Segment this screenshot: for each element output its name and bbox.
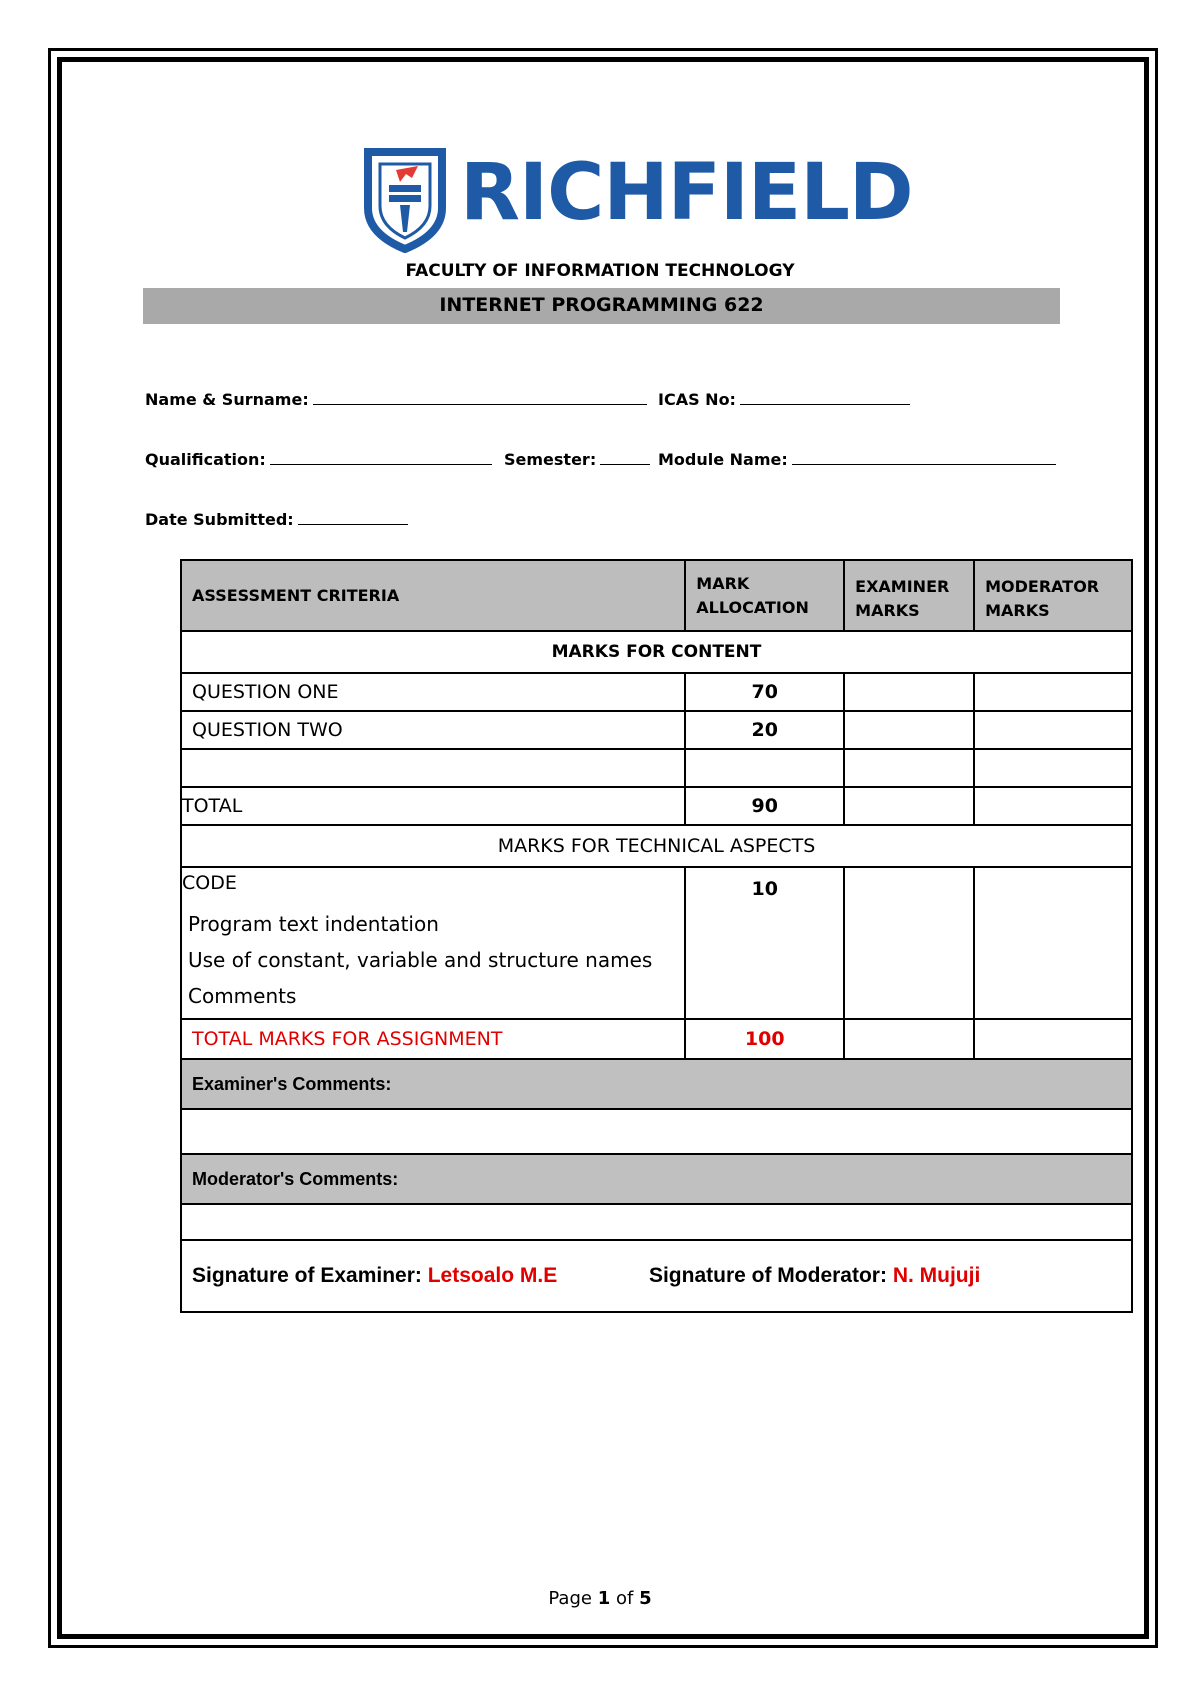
question-one-mark: 70 (685, 673, 844, 711)
shield-torch-icon (360, 148, 450, 253)
examiner-signature-name: Letsoalo M.E (427, 1264, 558, 1287)
empty-row (181, 749, 1132, 787)
examiner-signature-label: Signature of Examiner: (192, 1264, 422, 1287)
date-submitted-line[interactable] (298, 508, 408, 525)
examiner-comments-header-row (181, 1059, 1132, 1109)
module-name-field[interactable] (658, 448, 1056, 469)
total-pages: 5 (639, 1588, 652, 1609)
icas-line[interactable] (740, 388, 910, 405)
empty-cell (685, 749, 844, 787)
table-row (181, 711, 1132, 749)
assessment-table (180, 559, 1133, 1313)
question-two-label: QUESTION TWO (181, 711, 685, 749)
of-label: of (615, 1588, 634, 1609)
table-header-row (181, 560, 1132, 631)
code-mark: 10 (685, 867, 844, 1019)
page-label: Page (548, 1588, 592, 1609)
content-section-row (181, 631, 1132, 673)
grand-total-examiner-cell[interactable] (844, 1019, 974, 1059)
qualification-label: Qualification: (145, 450, 266, 469)
signature-row (181, 1240, 1132, 1312)
examiner-comments-input[interactable] (181, 1109, 1132, 1154)
qualification-field[interactable] (145, 448, 492, 469)
total-moderator-cell[interactable] (974, 787, 1132, 825)
date-submitted-field[interactable] (145, 508, 408, 529)
module-name-line[interactable] (792, 448, 1056, 465)
header-moderator-marks: MODERATOR MARKS (974, 560, 1132, 631)
code-label: CODE (182, 872, 237, 894)
total-label: TOTAL (181, 787, 685, 825)
technical-section-title: MARKS FOR TECHNICAL ASPECTS (181, 825, 1132, 867)
semester-field[interactable] (504, 448, 650, 469)
current-page: 1 (597, 1588, 611, 1609)
qualification-line[interactable] (270, 448, 492, 465)
richfield-logo (360, 148, 913, 253)
empty-cell[interactable] (974, 749, 1132, 787)
grand-total-mark: 100 (685, 1019, 844, 1059)
code-item: Comments (188, 984, 297, 1008)
header-mark-allocation: MARK ALLOCATION (685, 560, 844, 631)
brand-name: RICHFIELD (460, 148, 913, 238)
question-two-moderator-cell[interactable] (974, 711, 1132, 749)
moderator-signature-name: N. Mujuji (892, 1264, 981, 1287)
code-item: Use of constant, variable and structure names (188, 948, 653, 972)
total-mark: 90 (685, 787, 844, 825)
moderator-signature-label: Signature of Moderator: (648, 1264, 887, 1287)
header-criteria: ASSESSMENT CRITERIA (181, 560, 685, 631)
examiner-comments-label: Examiner's Comments: (181, 1059, 1132, 1109)
semester-line[interactable] (600, 448, 650, 465)
question-one-moderator-cell[interactable] (974, 673, 1132, 711)
content-section-title: MARKS FOR CONTENT (181, 631, 1132, 673)
module-name-label: Module Name: (658, 450, 788, 469)
header-examiner-marks: EXAMINER MARKS (844, 560, 974, 631)
faculty-title: FACULTY OF INFORMATION TECHNOLOGY (405, 261, 795, 281)
module-banner: INTERNET PROGRAMMING 622 (143, 288, 1060, 324)
icas-label: ICAS No: (658, 390, 736, 409)
name-surname-field[interactable] (145, 388, 647, 409)
code-moderator-cell[interactable] (974, 867, 1132, 1019)
date-submitted-label: Date Submitted: (145, 510, 294, 529)
moderator-comments-label: Moderator's Comments: (181, 1154, 1132, 1204)
question-two-mark: 20 (685, 711, 844, 749)
page-number (0, 1588, 1200, 1609)
grand-total-moderator-cell[interactable] (974, 1019, 1132, 1059)
grand-total-row (181, 1019, 1132, 1059)
question-two-examiner-cell[interactable] (844, 711, 974, 749)
code-examiner-cell[interactable] (844, 867, 974, 1019)
question-one-label: QUESTION ONE (181, 673, 685, 711)
signature-cell (181, 1240, 1132, 1312)
code-item: Program text indentation (188, 912, 439, 936)
examiner-comments-row (181, 1109, 1132, 1154)
moderator-comments-header-row (181, 1154, 1132, 1204)
name-surname-label: Name & Surname: (145, 390, 309, 409)
semester-label: Semester: (504, 450, 597, 469)
empty-cell (181, 749, 685, 787)
question-one-examiner-cell[interactable] (844, 673, 974, 711)
grand-total-label: TOTAL MARKS FOR ASSIGNMENT (181, 1019, 685, 1059)
moderator-comments-row (181, 1204, 1132, 1240)
table-row (181, 673, 1132, 711)
total-examiner-cell[interactable] (844, 787, 974, 825)
code-row (181, 867, 1132, 1019)
moderator-comments-input[interactable] (181, 1204, 1132, 1240)
total-row (181, 787, 1132, 825)
code-criteria-cell (181, 867, 685, 1019)
name-surname-line[interactable] (313, 388, 647, 405)
technical-section-row (181, 825, 1132, 867)
empty-cell[interactable] (844, 749, 974, 787)
icas-field[interactable] (658, 388, 910, 409)
